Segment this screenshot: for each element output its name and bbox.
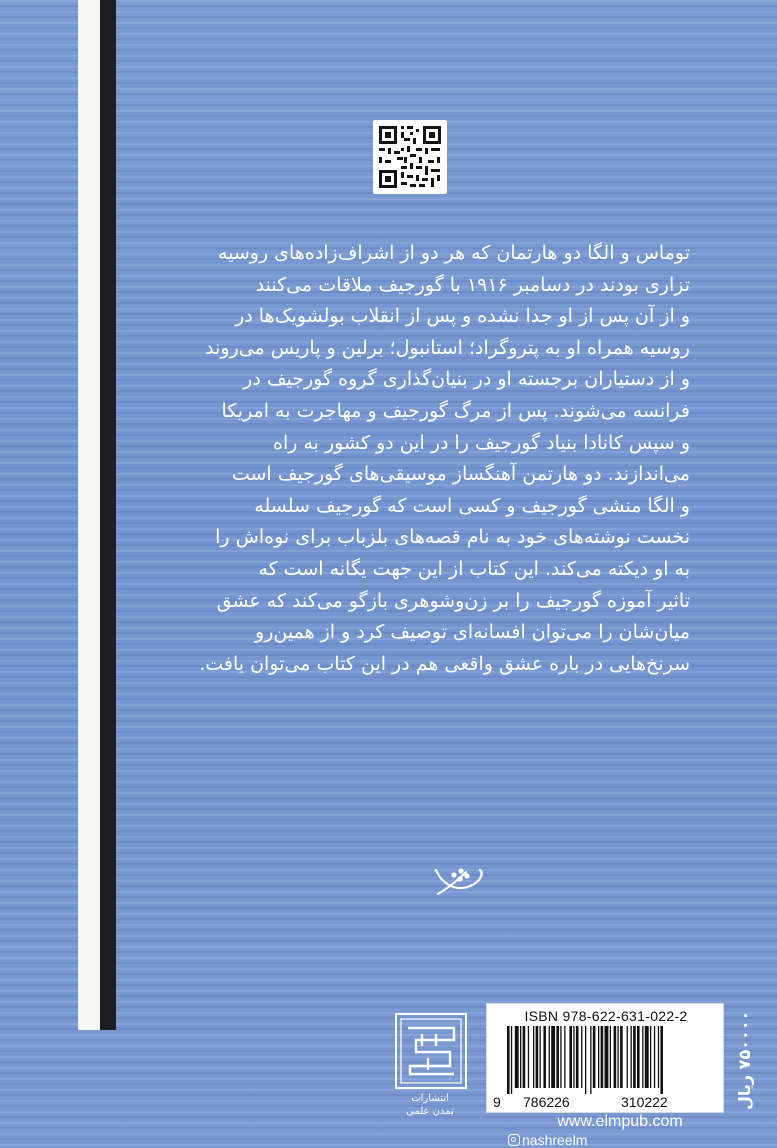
barcode-bar <box>533 1026 534 1088</box>
publisher-line-1: انتشارات <box>411 1093 449 1104</box>
barcode-bar <box>654 1026 655 1088</box>
barcode-digit-prefix: 9 <box>493 1094 501 1110</box>
spine-stripe-white <box>78 0 100 1030</box>
blurb-line: روسیه همراه او به پتروگراد؛ استانبول؛ برلین و پاریس می‌روند <box>205 336 690 359</box>
barcode-digit-group-2: 310222 <box>621 1094 668 1110</box>
price-label: ۷۵۰۰۰۰ ریال <box>735 1010 754 1110</box>
barcode-icon <box>503 1026 709 1094</box>
barcode-bar <box>573 1026 574 1088</box>
barcode-bar <box>581 1026 582 1088</box>
barcode-bar <box>585 1026 586 1094</box>
barcode-bar <box>560 1026 561 1088</box>
barcode-bar <box>610 1026 611 1088</box>
barcode-bar <box>637 1026 640 1088</box>
website-url: www.elmpub.com <box>557 1113 683 1130</box>
barcode-bar <box>543 1026 546 1088</box>
blurb-line: و از دستیاران برجسته او در بنیان‌گذاری گروه گورجیف در <box>243 368 690 391</box>
barcode-bar <box>660 1026 663 1094</box>
blurb-line: سرنخ‌هایی در باره عشق واقعی هم در این کتاب می‌توان یافت. <box>199 652 690 675</box>
isbn-barcode-box <box>486 1003 724 1113</box>
barcode-bar <box>549 1026 550 1088</box>
barcode-bar <box>523 1026 526 1088</box>
qr-code-icon <box>373 120 447 194</box>
barcode-bar <box>645 1026 649 1088</box>
blurb-line: می‌اندازند. دو هارتمن آهنگساز موسیقی‌های گورجیف است <box>231 463 690 486</box>
barcode-bar <box>658 1026 659 1088</box>
social-handle-text: nashreelm <box>522 1132 588 1148</box>
barcode-bar <box>642 1026 643 1088</box>
barcode-bar <box>515 1026 519 1088</box>
blurb-line: و سپس کانادا بنیاد گورجیف را در این دو کشور به راه <box>273 431 690 454</box>
instagram-icon <box>508 1134 520 1146</box>
ornament-icon <box>430 862 492 902</box>
barcode-bar <box>614 1026 617 1088</box>
barcode-bar <box>605 1026 609 1088</box>
barcode-bar <box>601 1026 604 1088</box>
barcode-digit-group-1: 786226 <box>523 1094 570 1110</box>
back-cover-blurb <box>140 238 690 680</box>
barcode-bar <box>520 1026 521 1088</box>
barcode-bar <box>564 1026 565 1088</box>
social-handle <box>508 1132 748 1148</box>
barcode-bar <box>598 1026 599 1088</box>
barcode-bar <box>593 1026 596 1088</box>
blurb-line: تاثیر آموزه گورجیف را بر زن‌وشوهری بازگو می‌کند که عشق <box>216 589 690 612</box>
blurb-line: فرانسه می‌شوند. پس از مرگ گورجیف و مهاجرت به امریکا <box>221 399 690 422</box>
barcode-bar <box>620 1026 623 1088</box>
barcode-bar <box>556 1026 559 1088</box>
barcode-bar <box>631 1026 632 1088</box>
blurb-line: به او دیکته می‌کند. این کتاب از این جهت یگانه است که <box>258 557 690 580</box>
blurb-line: تزاری بودند در دسامبر ۱۹۱۶ با گورجیف ملاقات می‌کنند <box>255 273 690 296</box>
barcode-bar <box>540 1026 541 1088</box>
publisher-line-2: تمدن علمی <box>406 1106 454 1117</box>
publisher-name <box>380 1092 480 1118</box>
barcode-bar <box>650 1026 651 1088</box>
isbn-label: ISBN 978-622-631-022-2 <box>524 1008 688 1024</box>
barcode-bar <box>528 1026 529 1088</box>
blurb-line: توماس و الگا دو هارتمان که هر دو از اشراف‌زاده‌های روسیه <box>217 242 690 264</box>
barcode-bar <box>551 1026 555 1088</box>
barcode-bar <box>576 1026 579 1088</box>
barcode-bar <box>511 1026 512 1094</box>
blurb-line: و الگا منشی گورجیف و کسی است که گورجیف سلسله <box>254 494 690 517</box>
barcode-bar <box>569 1026 572 1088</box>
barcode-bar <box>590 1026 591 1094</box>
blurb-line: میان‌شان را می‌توان افسانه‌ای توصیف کرد و از همین‌رو <box>255 621 690 644</box>
barcode-bar <box>618 1026 619 1088</box>
barcode-bar <box>536 1026 539 1088</box>
spine-stripe-black <box>100 0 116 1030</box>
blurb-line: و از آن پس از او جدا نشده و پس از انقلاب بولشویک‌ها در <box>235 305 690 328</box>
barcode-bar <box>633 1026 636 1088</box>
blurb-line: نخست نوشته‌های خود به نام قصه‌های بلزباب برای نوه‌اش را <box>215 526 690 549</box>
barcode-bar <box>627 1026 628 1088</box>
barcode-bar <box>507 1026 510 1094</box>
